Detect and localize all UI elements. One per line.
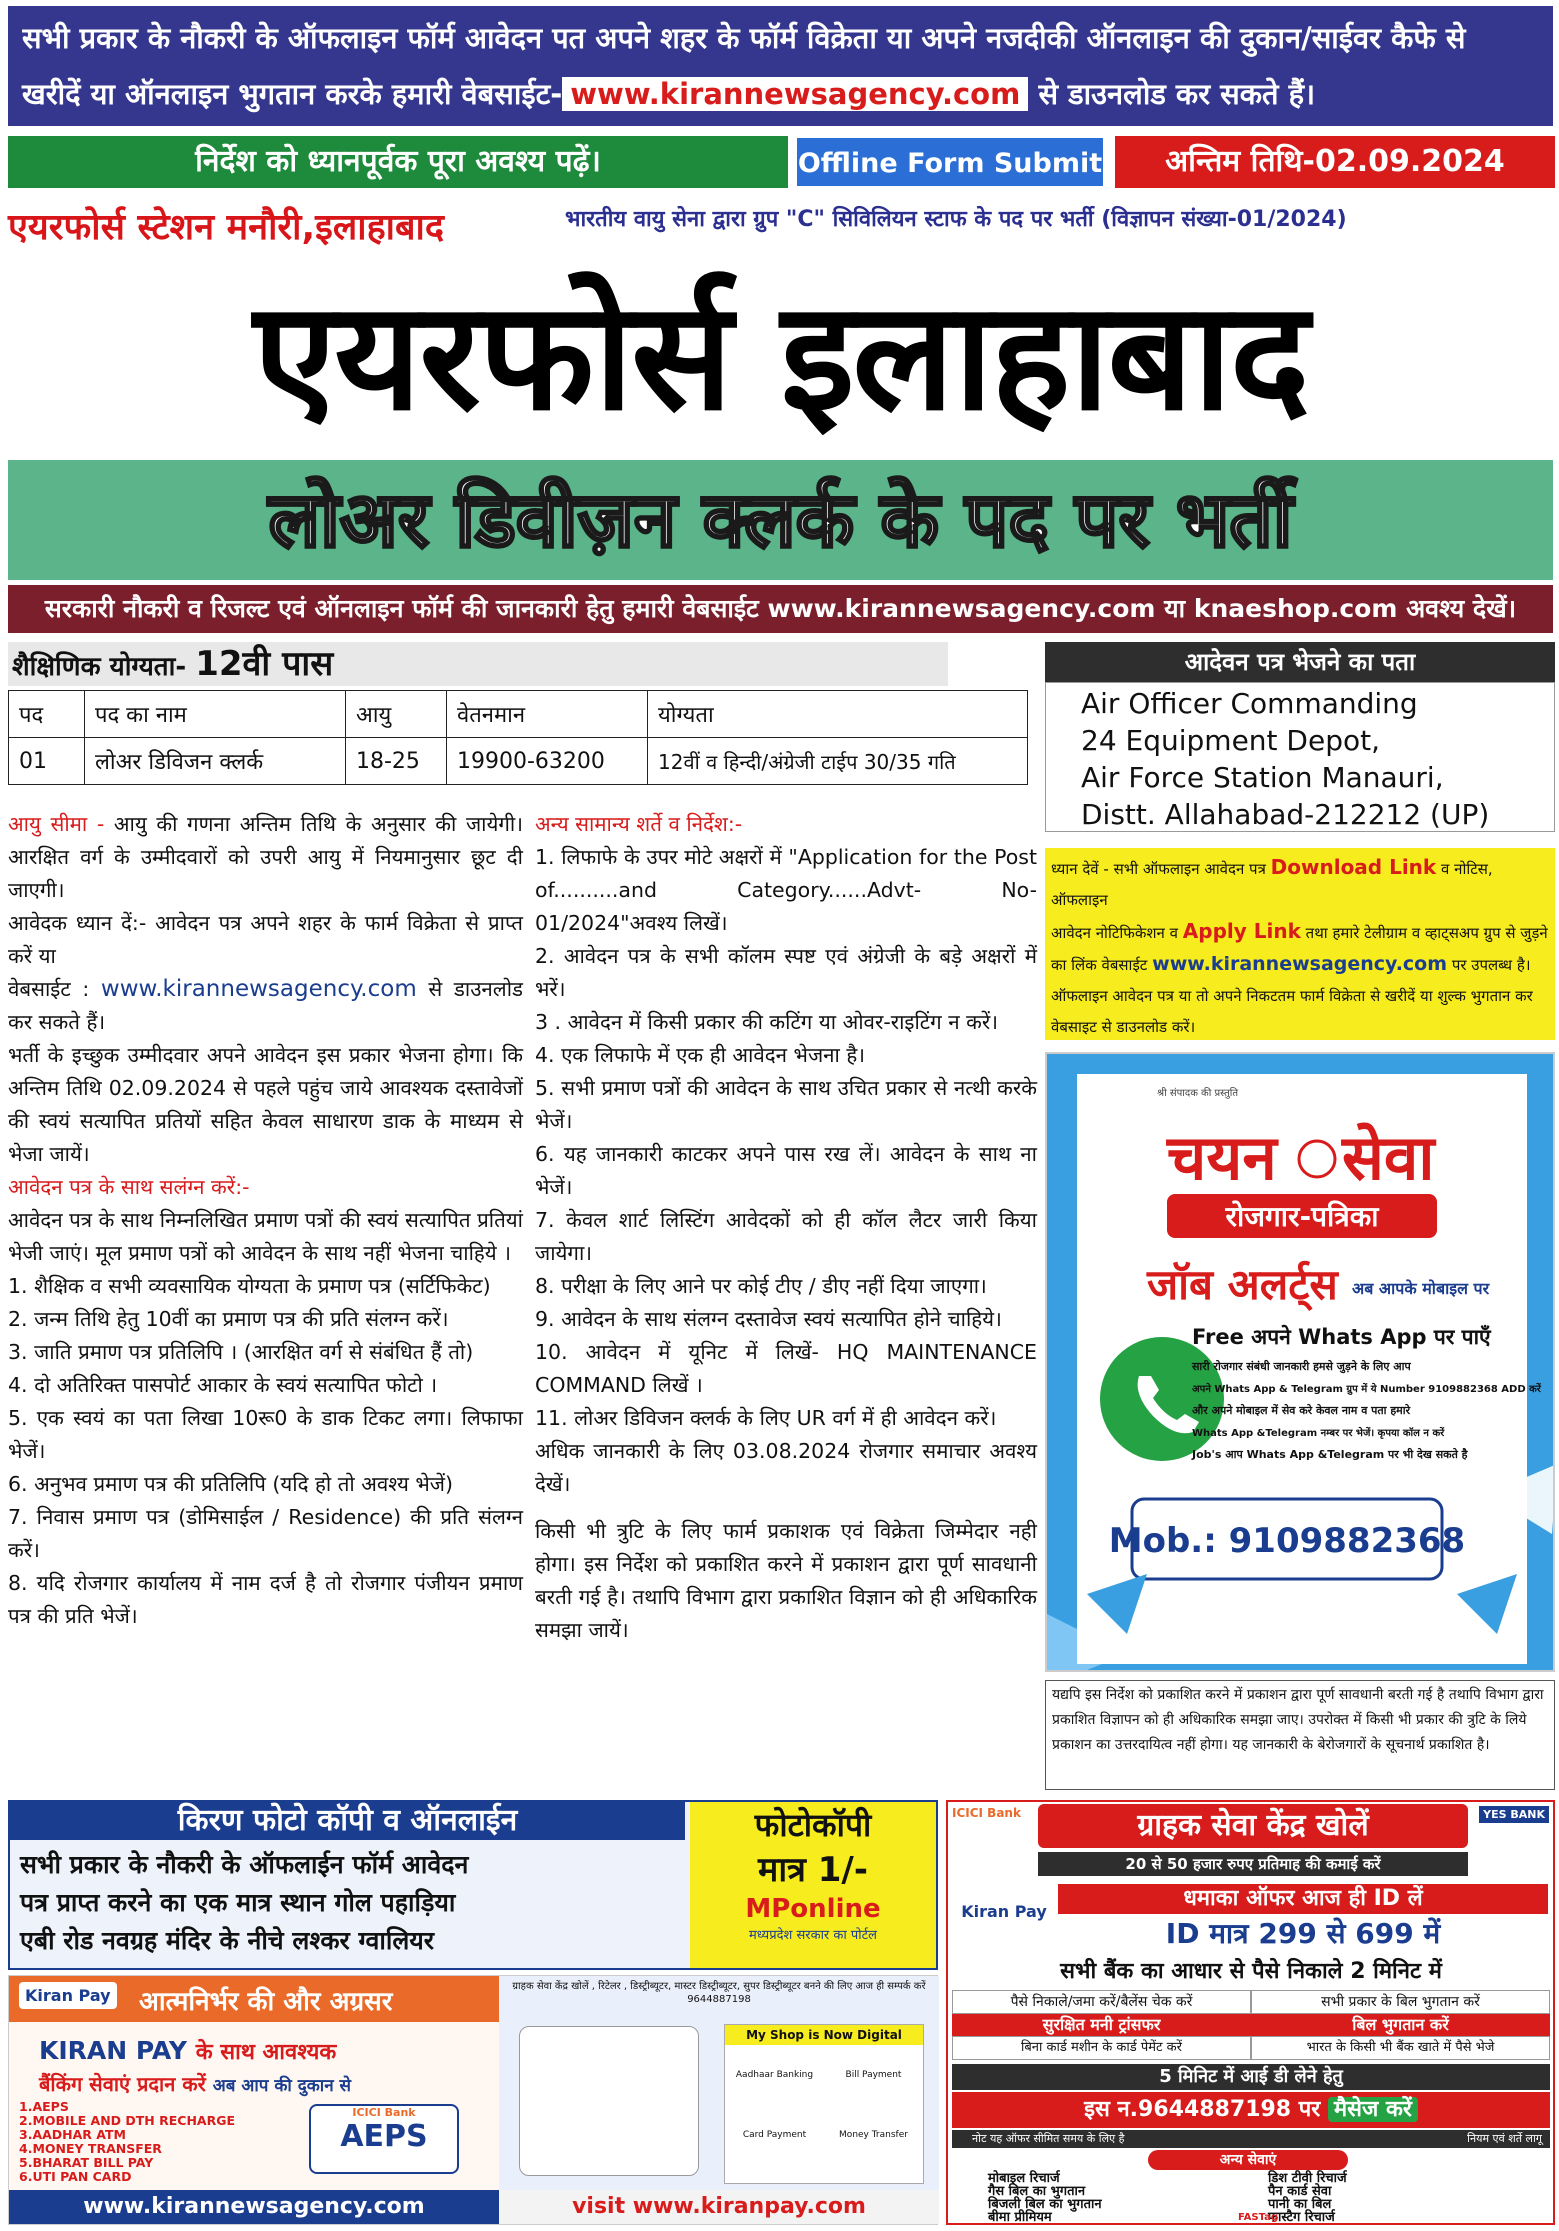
list-item: 6.UTI PAN CARD: [19, 2169, 132, 2184]
photocopy-label: फोटोकॉपी: [754, 1806, 872, 1844]
list-item: 3. जाति प्रमाण पत्र प्रतिलिपि । (आरक्षित वर्ग से संबंधित हैं तो): [8, 1340, 474, 1364]
post-subheadline: लोअर डिवीज़न क्लर्क के पद पर भर्ती: [8, 460, 1553, 580]
address-line: Air Officer Commanding: [1081, 687, 1418, 720]
note-text: वेबसाइट से डाउनलोड करें।: [1051, 1018, 1196, 1036]
top-line-2-post: से डाउनलोड कर सकते हैं।: [1038, 77, 1316, 111]
whatsapp-message[interactable]: मैसेज करें: [1328, 2097, 1418, 2122]
address-title: आदेवन पत्र भेजने का पता: [1045, 642, 1555, 682]
kiranpay-site-link[interactable]: www.kirannewsagency.com: [9, 2190, 499, 2224]
kiranpay-top-note: ग्राहक सेवा केंद्र खोलें , रिटेलर , डिस्ट्रीब्यूटर, मास्टर डिस्ट्रीब्यूटर, सुपर डिस्ट्रीब्यूटर बनने की लिए आज ही सम्पर्क करें 9644887198: [512, 1981, 926, 2005]
send-text: भर्ती के इच्छुक उम्मीदवार अपने आवेदन इस प्रकार भेजना होगा। कि अन्तिम तिथि 02.09.2024 से पहले पहुंच जाये आवश्यक दस्तावेजों की स्वयं सत्यापित प्रतियों सहित केवल साधारण डाक के माध्यम से भेजा जायें।: [8, 1043, 523, 1166]
ad-alerts-tail: अब आपके मोबाइल पर: [1352, 1279, 1490, 1298]
aeps-label: AEPS: [340, 2119, 428, 2154]
list-item: 5. एक स्वयं का पता लिखा 10रू0 के डाक टिकट लगा। लिफाफा भेजें।: [8, 1406, 523, 1463]
col-header: वेतनमान: [447, 691, 648, 738]
list-item: अधिक जानकारी के लिए 03.08.2024 रोजगार समाचार अवश्य देखें।: [535, 1439, 1037, 1496]
service-item: गैस बिल का भुगतान: [988, 2184, 1086, 2199]
list-item: 1. लिफाफे के उपर मोटे अक्षरों में "Application for the Post of..........and Category......Advt- No- 01/2024"अवश्य लिखें।: [535, 845, 1037, 935]
list-item: 3.AADHAR ATM: [19, 2127, 126, 2142]
top-line-2: [22, 66, 1539, 122]
tile: Bill Payment: [845, 2070, 902, 2080]
table-cell: 18-25: [346, 738, 447, 785]
grahak-cell: बिल भुगतान करें: [1352, 2015, 1449, 2034]
grahak-cell: सभी प्रकार के बिल भुगतान करें: [1251, 1990, 1550, 2014]
service-item: बिजली बिल का भुगतान: [988, 2197, 1102, 2212]
kiranpay-brand: Kiran Pay: [19, 1982, 117, 2009]
list-item: 1. शैक्षिक व सभी व्यवसायिक योग्यता के प्रमाण पत्र (सर्टिफिकेट): [8, 1274, 491, 1298]
table-cell: लोअर डिविजन क्लर्क: [85, 738, 346, 785]
grahak-earn: 20 से 50 हजार रुपए प्रतिमाह की कमाई करें: [1038, 1852, 1468, 1876]
service-item: पैन कार्ड सेवा: [1268, 2184, 1332, 2199]
table-cell: 12वीं व हिन्दी/अंग्रेजी टाईप 30/35 गति: [648, 738, 1028, 785]
grahak-cell: पैसे निकाले/जमा करें/बैलेंस चेक करें: [952, 1990, 1251, 2014]
kiranpay-logo: Kiran Pay: [961, 1902, 1047, 1921]
kiranpay-right: [499, 1976, 939, 2190]
my-shop-tiles: [725, 2045, 923, 2165]
service-item: पानी का बिल: [1268, 2197, 1332, 2212]
note-site-link[interactable]: www.kirannewsagency.com: [1152, 953, 1448, 975]
right-disclaimer: यद्यपि इस निर्देश को प्रकाशित करने में प्रकाशन द्वारा पूर्ण सावधानी बरती गई है तथापि विभाग द्वारा प्रकाशित विज्ञापन को ही अधिकारिक समझा जाए। उपरोक्त में किसी भी प्रकार की त्रुटि के लिये प्रकाशन का उत्तरदायित्व नहीं होगा। यह जानकारी के बेरोजगारों के सूचनार्थ प्रकाशित है।: [1045, 1680, 1555, 1790]
chayan-ad-art: [1047, 1054, 1555, 1672]
list-item: 2. जन्म तिथि हेतु 10वीं का प्रमाण पत्र की प्रति संलग्न करें।: [8, 1307, 449, 1331]
tile: Aadhaar Banking: [735, 2070, 814, 2080]
attach-title: आवेदन पत्र के साथ सलंग्न करें:-: [8, 1175, 250, 1199]
message-row: [952, 2092, 1550, 2128]
note-text: आवेदन नोटिफिकेशन व: [1051, 924, 1178, 942]
service-item: बीमा प्रीमियम: [988, 2210, 1052, 2225]
list-item: 7. निवास प्रमाण पत्र (डोमिसाईल / Residence) की प्रति संलग्न करें।: [8, 1505, 523, 1562]
offer-note: नोट यह ऑफर सीमित समय के लिए है: [972, 2132, 1125, 2145]
age-title: आयु सीमा -: [8, 812, 105, 836]
photocopy-price: मात्र 1/-: [758, 1850, 868, 1890]
top-banner: [8, 6, 1553, 126]
list-item: 7. केवल शार्ट लिस्टिंग आवेदकों को ही कॉल लैटर जारी किया जायेगा।: [535, 1208, 1037, 1265]
advt-line: भारतीय वायु सेना द्वारा ग्रुप "C" सिविलियन स्टाफ के पद पर भर्ती (विज्ञापन संख्या-01/2024): [565, 207, 1347, 232]
ad-line: सारी रोजगार संबंधी जानकारी हमसे जुड़ने के लिए आप: [1192, 1360, 1411, 1373]
address-line: Air Force Station Manauri,: [1081, 761, 1444, 794]
list-item: 11. लोअर डिविजन क्लर्क के लिए UR वर्ग में ही आवेदन करें।: [535, 1406, 997, 1430]
kiranpay-tag: आत्मनिर्भर की और अग्रसर: [139, 1987, 393, 2017]
chayan-seva-ad: [1045, 1052, 1555, 1672]
aadhar-withdraw: सभी बैंक का आधार से पैसे निकाले 2 मिनिट में: [1060, 1959, 1442, 1984]
top-line-1: सभी प्रकार के नौकरी के ऑफलाइन फॉर्म आवेदन पत अपने शहर के फॉर्म विक्रेता या अपने नजदीकी ऑनलाइन की दुकान/साईवर कैफे से: [22, 21, 1466, 55]
offer-note-row: [952, 2130, 1550, 2148]
middle-column: [535, 808, 1037, 1788]
ad-title-a: चयन: [1167, 1121, 1277, 1194]
ad-line: अपने Whats App & Telegram ग्रुप में ये Number 9109882368 ADD करें: [1192, 1384, 1541, 1395]
ad-free-line: Free अपने Whats App पर पाएँ: [1192, 1325, 1491, 1349]
address-line: Distt. Allahabad-212212 (UP): [1081, 798, 1490, 831]
table-row: [9, 738, 1028, 785]
col-header: पद: [9, 691, 85, 738]
ad-line: Job's आप Whats App &Telegram पर भी देख सकते है: [1192, 1448, 1468, 1461]
apply-link[interactable]: Apply Link: [1182, 919, 1301, 943]
service-item: डिश टीवी रिचार्ज: [1268, 2171, 1347, 2186]
five-min-line: 5 मिनिट में आई डी लेने हेतु: [952, 2064, 1550, 2090]
table-header-row: [9, 691, 1028, 738]
download-link[interactable]: Download Link: [1270, 855, 1437, 879]
ad-title-b: सेवा: [1342, 1121, 1435, 1194]
list-item: 4. दो अतिरिक्त पासपोर्ट आकार के स्वयं सत्यापित फोटो ।: [8, 1373, 438, 1397]
ad-small-text: श्री संपादक की प्रस्तुति: [1157, 1088, 1239, 1099]
web-url-link[interactable]: www.kirannewsagency.com: [100, 976, 417, 1002]
kiran-photocopy-ad: [8, 1800, 938, 1970]
list-item: 10. आवेदन में यूनिट में लिखें- HQ MAINTENANCE COMMAND लिखें ।: [535, 1340, 1037, 1397]
grahak-cell: बिना कार्ड मशीन के कार्ड पेमेंट करें: [952, 2036, 1251, 2060]
kiranpay-headline-row: [39, 2036, 336, 2066]
mponline-sub: मध्यप्रदेश सरकार का पोर्टल: [749, 1928, 877, 1943]
kiranpay-ad: [8, 1975, 938, 2225]
note-text: ऑफलाइन आवेदन पत्र या तो अपने निकटतम फार्म विक्रेता से खरीदें या शुल्क भुगतान कर: [1051, 987, 1533, 1005]
last-date-badge: अन्तिम तिथि-02.09.2024: [1115, 136, 1555, 188]
note-text: ध्यान देवें - सभी ऑफलाइन आवेदन पत्र: [1051, 860, 1266, 878]
qualification-bar: [8, 642, 948, 686]
terms-note: नियम एवं शर्ते लागू: [1467, 2132, 1542, 2145]
list-item: 8. यदि रोजगार कार्यालय में नाम दर्ज है तो रोजगार पंजीयन प्रमाण पत्र की प्रति भेजें।: [8, 1571, 523, 1628]
col-header: पद का नाम: [85, 691, 346, 738]
whatsapp-icon: [1100, 1337, 1224, 1461]
kiranpay-headline: KIRAN PAY: [39, 2036, 187, 2065]
my-shop-panel: [724, 2024, 924, 2184]
list-item: 2.MOBILE AND DTH RECHARGE: [19, 2113, 236, 2128]
tablet-graphic: [519, 2026, 699, 2176]
download-note: [1045, 848, 1555, 1040]
tile: Money Transfer: [839, 2130, 908, 2140]
service-item: फास्टैग रिचार्ज: [1268, 2210, 1335, 2225]
kiran-ad-lines: [20, 1846, 680, 1960]
conditions-title: अन्य सामान्य शर्ते व निर्देश:-: [535, 812, 743, 836]
station-title: एयरफोर्स स्टेशन मनौरी,इलाहाबाद: [8, 207, 445, 248]
col-header: आयु: [346, 691, 447, 738]
kiranpay-headline-tail: के साथ आवश्यक: [195, 2040, 337, 2065]
left-column: [8, 808, 523, 1768]
list-item: 9. आवेदन के साथ संलग्न दस्तावेज स्वयं सत्यापित होने चाहिये।: [535, 1307, 1002, 1331]
list-item: 6. यह जानकारी काटकर अपने पास रख लें। आवेदन के साथ ना भेजें।: [535, 1142, 1037, 1199]
kiranpay-line2: बैंकिंग सेवाएं प्रदान करें: [39, 2072, 206, 2096]
web-post: से डाउनलोड कर सकते हैं।: [8, 977, 523, 1034]
ad-alerts: जॉब अलर्ट्स: [1147, 1260, 1338, 1309]
note-text: व नोटिस, ऑफलाइन: [1051, 860, 1493, 909]
website-strip: सरकारी नौकरी व रिजल्ट एवं ऑनलाइन फॉर्म की जानकारी हेतु हमारी वेबसाईट www.kirannewsagency.com या knaeshop.com अवश्य देखें।: [8, 585, 1553, 633]
note-text: पर उपलब्ध है।: [1451, 956, 1531, 974]
list-item: 1.AEPS: [19, 2099, 69, 2114]
kiran-ad-line: पत्र प्राप्त करने का एक मात्र स्थान गोल पहाड़िया: [20, 1888, 456, 1917]
top-url-link[interactable]: www.kirannewsagency.com: [562, 77, 1028, 111]
grahak-cell: सुरक्षित मनी ट्रांसफर: [1042, 2015, 1161, 2034]
posts-table: [8, 690, 1028, 785]
other-services-title: अन्य सेवाएं: [1148, 2150, 1348, 2170]
note-text: तथा हमारे टेलीग्राम व व्हाट्सअप ग्रुप से जुड़ने: [1305, 924, 1548, 942]
fastag-logo: FASTag: [1238, 2212, 1279, 2223]
table-cell: 01: [9, 738, 85, 785]
age-text: आयु की गणना अन्तिम तिथि के अनुसार की जायेगी। आरक्षित वर्ग के उम्मीदवारों को उपरी आयु में नियमानुसार छूट दी जाएगी।: [8, 812, 523, 902]
icici-logo: ICICI Bank: [952, 1806, 1021, 1820]
list-item: 4.MONEY TRANSFER: [19, 2141, 162, 2156]
aeps-logo: [309, 2104, 459, 2174]
kiranpay-visit-link[interactable]: visit www.kiranpay.com: [499, 2190, 939, 2224]
kiran-ad-line: सभी प्रकार के नौकरी के ऑफलाईन फॉर्म आवेदन: [20, 1850, 469, 1879]
page-headline: एयरफोर्स इलाहाबाद: [253, 270, 1308, 444]
top-line-2-pre: खरीदें या ऑनलाइन भुगतान करके हमारी वेबसाईट-: [22, 77, 563, 111]
tile: Card Payment: [742, 2130, 807, 2140]
ad-line: और अपने मोबाइल में सेव करे केवल नाम व पता हमारे: [1192, 1404, 1411, 1417]
kiranpay-line2-tail: अब आप की दुकान से: [212, 2076, 352, 2096]
grahak-service-grid: [952, 1990, 1550, 2060]
list-item: 6. अनुभव प्रमाण पत्र की प्रतिलिपि (यदि हो तो अवश्य भेजें): [8, 1472, 454, 1496]
dhamaka-offer: धमाका ऑफर आज ही ID लें: [1058, 1884, 1548, 1914]
photocopy-box: [690, 1802, 936, 1968]
ad-line: Whats App &Telegram नम्बर पर भेजें। कृपया कॉल न करें: [1192, 1428, 1445, 1439]
id-price: ID मात्र 299 से 699 में: [1165, 1917, 1441, 1950]
attach-intro: आवेदन पत्र के साथ निम्नलिखित प्रमाण पत्रों की स्वयं सत्यापित प्रतियां भेजी जाएं। मूल प्रमाण पत्रों को आवेदन के साथ नहीं भेजना चाहिये ।: [8, 1208, 523, 1265]
list-item: 2. आवेदन पत्र के सभी कॉलम स्पष्ट एवं अंग्रेजी के बड़े अक्षरों में भरें।: [535, 944, 1037, 1001]
list-item: 5. सभी प्रमाण पत्रों की आवेदन के साथ उचित प्रकार से नत्थी करके भेजें।: [535, 1076, 1037, 1133]
mponline-logo: MPonline: [745, 1894, 881, 1924]
list-item: 3 . आवेदन में किसी प्रकार की कटिंग या ओवर-राइटिंग न करें।: [535, 1010, 998, 1034]
list-item: 4. एक लिफाफे में एक ही आवेदन भेजना है।: [535, 1043, 866, 1067]
instruction-banner: निर्देश को ध्यानपूर्वक पूरा अवश्य पढ़ें।: [8, 136, 788, 188]
kiranpay-line2-row: [39, 2070, 351, 2097]
note-text: का लिंक वेबसाईट: [1051, 956, 1148, 974]
col-header: योग्यता: [648, 691, 1028, 738]
my-shop-title: My Shop is Now Digital: [725, 2025, 923, 2045]
grahak-cell: भारत के किसी भी बैंक खाते में पैसे भेजे: [1251, 2036, 1550, 2060]
web-label: वेबसाईट :: [8, 977, 90, 1001]
qualification-value: 12वी पास: [195, 644, 334, 684]
list-item: 5.BHARAT BILL PAY: [19, 2155, 154, 2170]
address-box: [1045, 682, 1555, 832]
form-text: आवेदक ध्यान दें:- आवेदन पत्र अपने शहर के फार्म विक्रेता से प्राप्त करें या: [8, 911, 523, 968]
kiranpay-services: [19, 2100, 235, 2184]
qualification-label: शैक्षिणिक योग्यता-: [12, 652, 187, 682]
kiran-ad-line: एबी रोड नवग्रह मंदिर के नीचे लश्कर ग्वालियर: [20, 1926, 435, 1955]
ad-subtitle: रोजगार-पत्रिका: [1225, 1200, 1379, 1233]
kiranpay-left: [9, 1976, 499, 2190]
address-line: 24 Equipment Depot,: [1081, 724, 1380, 757]
submit-mode-badge: Offline Form Submit: [795, 136, 1105, 188]
list-item: 8. परीक्षा के लिए आने पर कोई टीए / डीए नहीं दिया जाएगा।: [535, 1274, 987, 1298]
table-cell: 19900-63200: [447, 738, 648, 785]
contact-number: इस न.9644887198 पर: [1084, 2097, 1321, 2122]
grahak-title: ग्राहक सेवा केंद्र खोलें: [1038, 1804, 1468, 1848]
kiran-ad-title: किरण फोटो कॉपी व ऑनलाईन: [10, 1802, 685, 1840]
ad-mobile: Mob.: 9109882368: [1108, 1521, 1466, 1561]
yes-bank-logo: YES BANK: [1479, 1806, 1549, 1823]
publisher-disclaimer: किसी भी त्रुटि के लिए फार्म प्रकाशक एवं विक्रेता जिम्मेदार नही होगा। इस निर्देश को प्रकाशित करने में प्रकाशन द्वारा पूर्ण सावधानी बरती गई है। तथापि विभाग द्वारा प्रकाशित विज्ञान को ही अधिकारिक समझा जायें।: [535, 1519, 1037, 1642]
service-item: मोबाइल रिचार्ज: [988, 2171, 1060, 2186]
icici-label: ICICI Bank: [352, 2106, 416, 2119]
grahak-seva-ad: [946, 1800, 1555, 2225]
